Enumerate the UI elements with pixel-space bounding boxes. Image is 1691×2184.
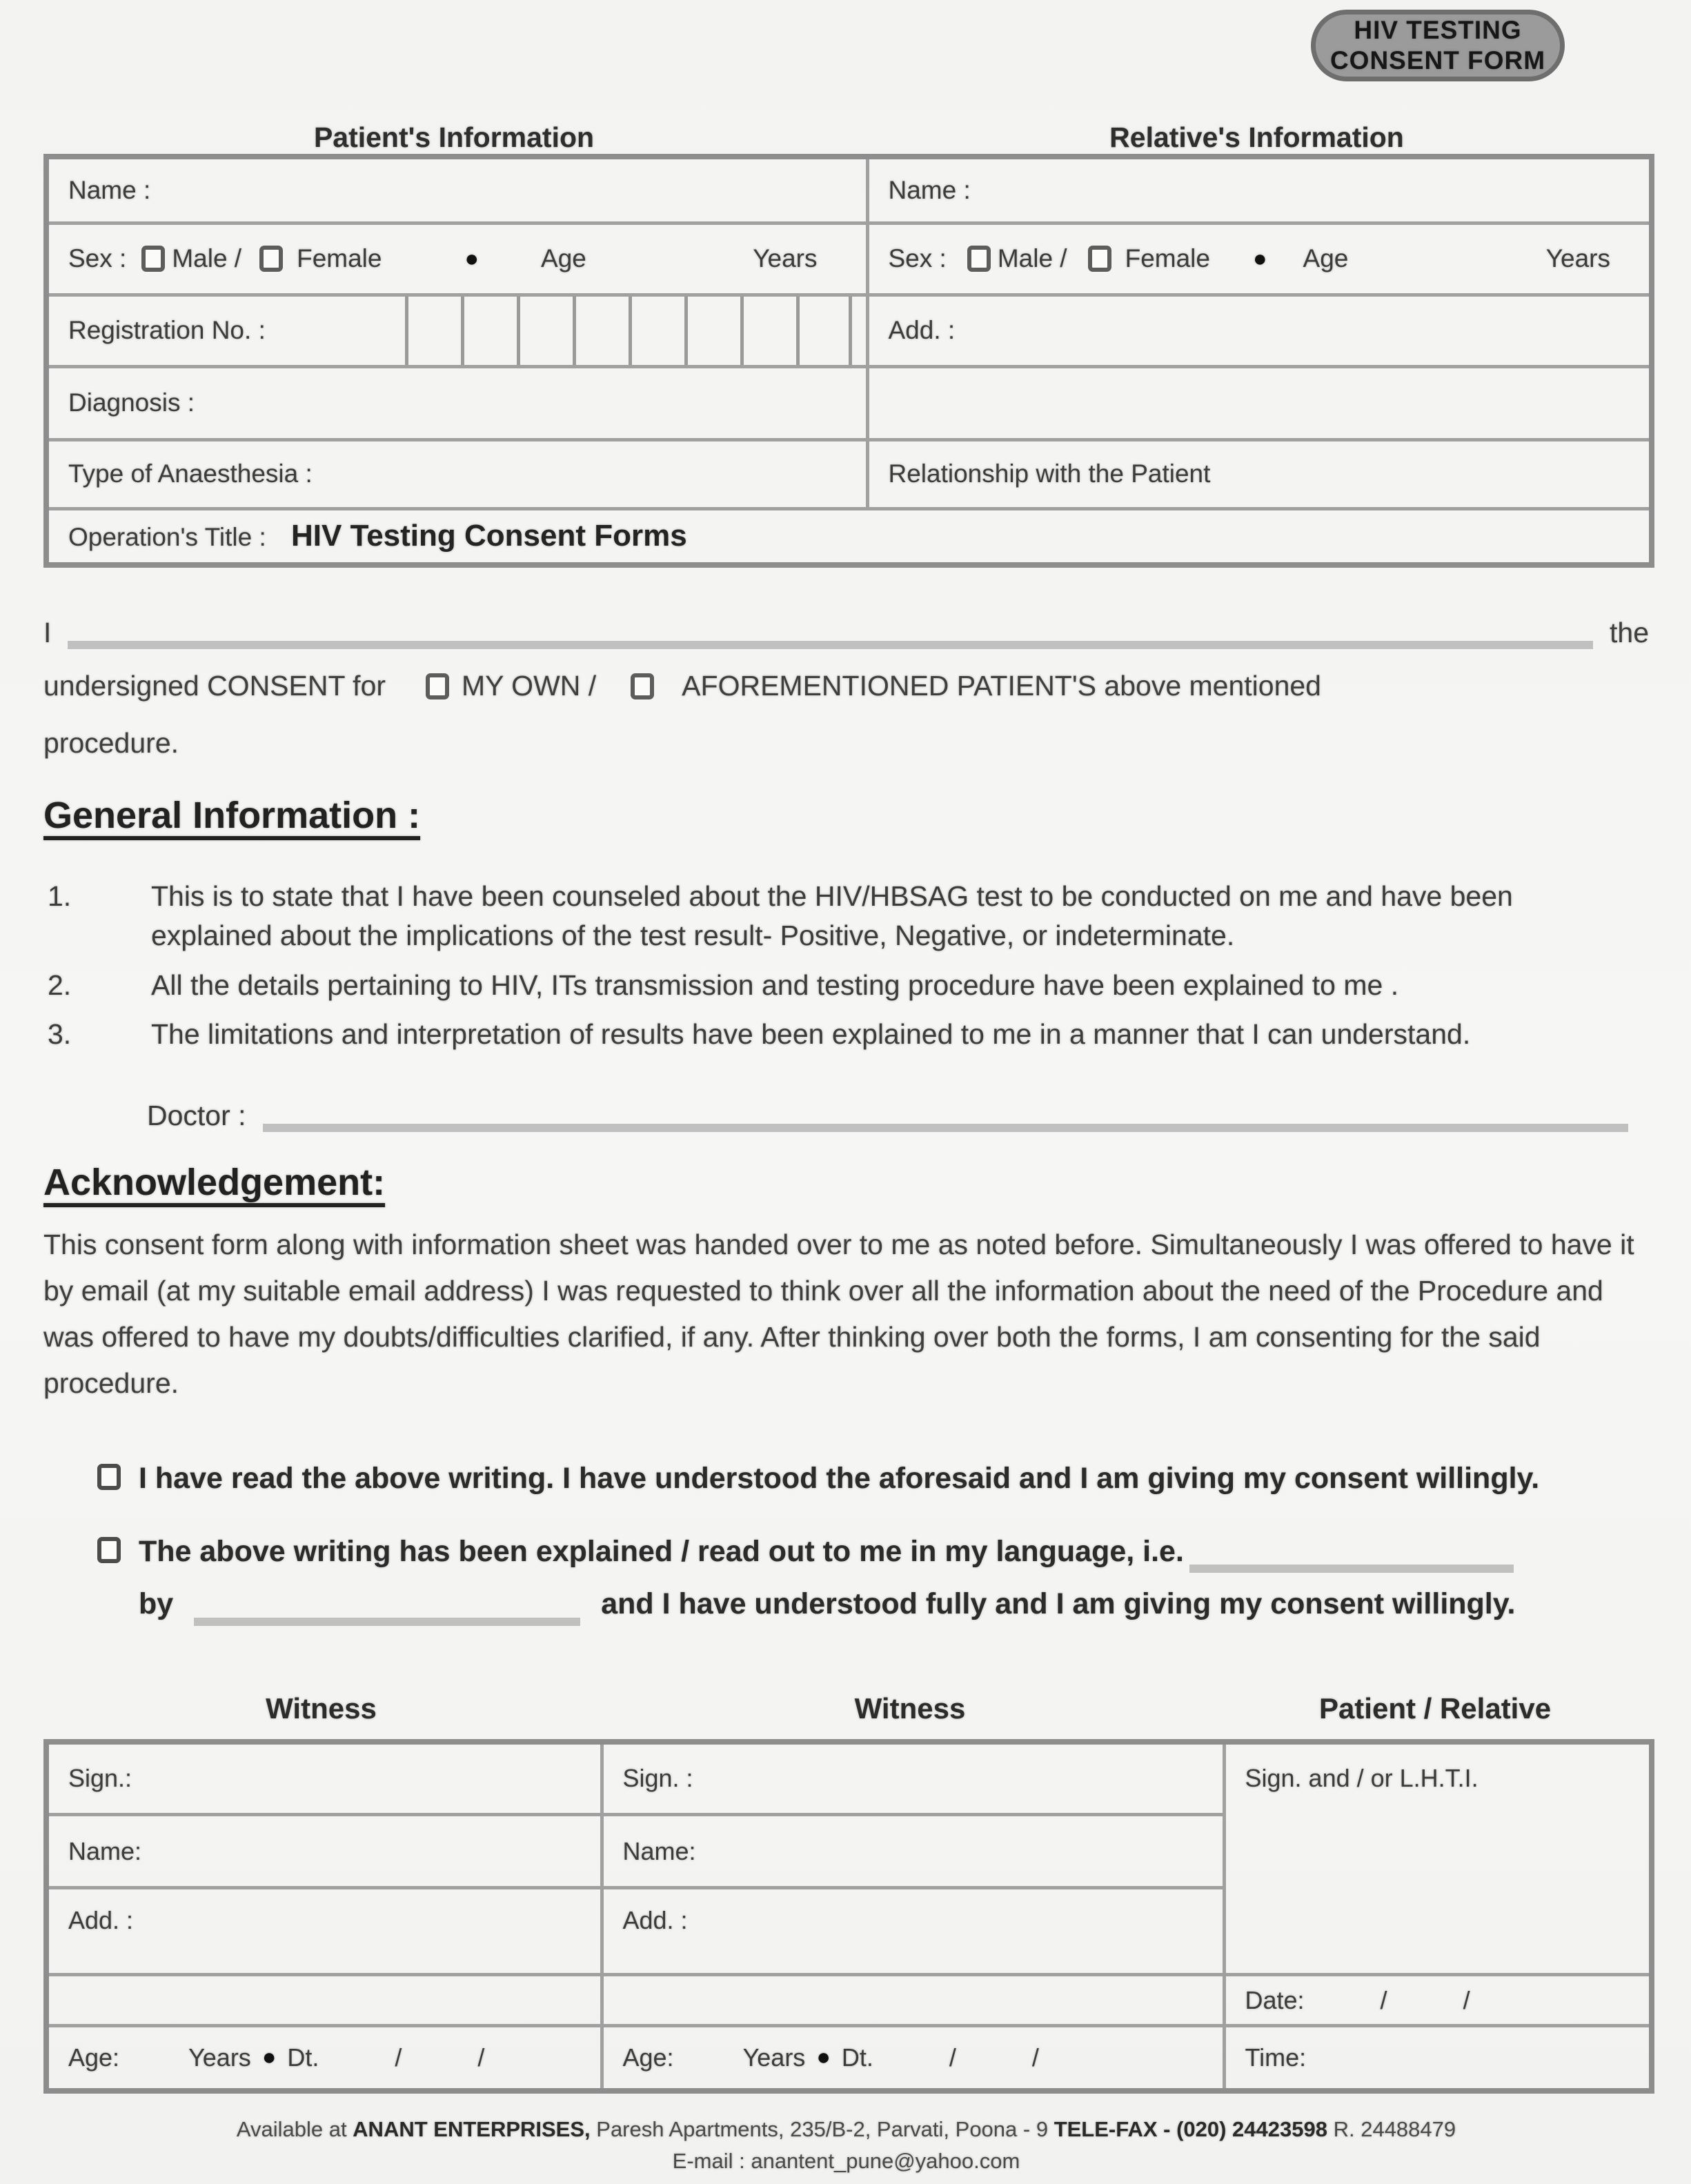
registration-number-cell (46, 295, 867, 366)
declaration-explained-checkbox[interactable] (97, 1537, 121, 1563)
patient-relative-header: Patient / Relative (1318, 1691, 1552, 1725)
consent-line3: procedure. (43, 727, 179, 759)
registration-digit-box[interactable] (740, 297, 796, 365)
date-slash: / (1380, 1985, 1387, 2014)
footer-email: E-mail : anantent_pune@yahoo.com (672, 2148, 1020, 2173)
witness1-name-cell[interactable] (46, 1815, 602, 1888)
declaration-read-myself (97, 1457, 1649, 1500)
list-item-number: 2. (48, 969, 72, 1001)
relative-name-label: Name : (888, 175, 971, 204)
date-label: Date: (1245, 1985, 1305, 2014)
footer-phone-extra: R. 24488479 (1327, 2116, 1456, 2141)
witness2-name-cell[interactable] (602, 1815, 1224, 1888)
relative-address-cell[interactable] (867, 295, 1652, 366)
patient-years-label: Years (753, 244, 818, 272)
footer-available-at: Available at (236, 2116, 353, 2141)
operation-title-cell[interactable] (46, 508, 1652, 565)
registration-digit-box[interactable] (573, 297, 629, 365)
footer-company: ANANT ENTERPRISES, (353, 2116, 591, 2141)
age-label: Age: (68, 2043, 120, 2072)
diagnosis-label: Diagnosis : (68, 388, 195, 417)
general-information-heading: General Information : (43, 795, 421, 836)
witness1-sign-cell[interactable] (46, 1742, 602, 1815)
registration-digit-boxes (405, 297, 852, 365)
separator-bullet: ● (816, 2044, 831, 2071)
language-blank[interactable] (1189, 1533, 1514, 1573)
anaesthesia-cell[interactable] (46, 439, 867, 508)
dt-slash: / (395, 2043, 402, 2072)
aforementioned-label: AFOREMENTIONED PATIENT'S above mentioned (682, 670, 1321, 702)
patient-male-checkbox[interactable] (141, 246, 165, 272)
declaration-explained-pre: The above writing has been explained / read out to me in my language, i.e. (139, 1534, 1184, 1568)
patient-male-label: Male / (172, 244, 242, 272)
registration-label: Registration No. : (68, 316, 266, 344)
name-label: Name: (68, 1836, 142, 1865)
witness1-header: Witness (266, 1691, 377, 1725)
patient-info-header: Patient's Information (313, 121, 595, 153)
operation-title-value: HIV Testing Consent Forms (291, 519, 687, 553)
relative-female-label: Female (1125, 244, 1210, 272)
patient-sex-label: Sex : (68, 244, 127, 272)
doctor-label: Doctor : (147, 1099, 246, 1131)
registration-digit-box[interactable] (461, 297, 517, 365)
name-label: Name: (622, 1836, 696, 1865)
separator-bullet: ● (261, 2044, 277, 2071)
witness1-address-cell[interactable] (46, 1888, 602, 1975)
declaration-explained-post: and I have understood fully and I am giving my consent willingly. (601, 1587, 1516, 1621)
dt-label: Dt. (841, 2043, 873, 2072)
relative-years-label: Years (1545, 244, 1610, 272)
date-cell[interactable] (1224, 1975, 1652, 2026)
doctor-name-blank[interactable] (263, 1093, 1628, 1132)
witness2-sign-cell[interactable] (602, 1742, 1224, 1815)
relative-name-cell[interactable] (867, 157, 1652, 223)
relative-male-label: Male / (997, 244, 1067, 272)
my-own-checkbox[interactable] (426, 673, 449, 699)
date-slash: / (1463, 1985, 1470, 2014)
address-label: Add. : (68, 1906, 134, 1935)
patient-name-cell[interactable] (46, 157, 867, 223)
separator-bullet: ● (464, 245, 479, 272)
sign-label: Sign.: (68, 1764, 132, 1793)
consent-line2-pre: undersigned CONSENT for (43, 670, 386, 702)
consent-name-blank[interactable] (68, 610, 1593, 649)
aforementioned-checkbox[interactable] (631, 673, 654, 699)
patient-relative-table (43, 154, 1654, 568)
dt-slash: / (477, 2043, 485, 2072)
operation-title-label: Operation's Title : (68, 523, 266, 552)
sign-label: Sign. : (622, 1764, 693, 1793)
signature-table (43, 1739, 1654, 2094)
list-item (43, 966, 1649, 1005)
patient-sign-lhti-cell[interactable] (1224, 1742, 1652, 1975)
dt-slash: / (1031, 2043, 1039, 2072)
years-label: Years (742, 2043, 806, 2072)
registration-digit-box[interactable] (796, 297, 852, 365)
acknowledgement-heading: Acknowledgement: (43, 1161, 386, 1203)
list-item-text: The limitations and interpretation of results have been explained to me in a manner that I can understand. (151, 1018, 1471, 1051)
relative-sex-age-cell (867, 223, 1652, 295)
footer-line1 (43, 2117, 1649, 2142)
list-item-text: All the details pertaining to HIV, ITs transmission and testing procedure have been explained to me . (151, 969, 1399, 1001)
witness2-age-date-cell[interactable] (602, 2026, 1224, 2091)
witness2-header: Witness (854, 1691, 966, 1725)
dt-slash: / (949, 2043, 956, 2072)
list-item-number: 3. (48, 1018, 72, 1051)
registration-digit-box[interactable] (405, 297, 461, 365)
consent-pre: I (43, 617, 52, 648)
consent-statement (43, 610, 1649, 760)
my-own-label: MY OWN / (462, 670, 597, 702)
relative-female-checkbox[interactable] (1088, 246, 1111, 272)
relative-age-label: Age (1303, 244, 1349, 272)
witness1-age-date-cell[interactable] (46, 2026, 602, 2091)
patient-sex-age-cell (46, 223, 867, 295)
list-item (43, 877, 1649, 956)
patient-age-label: Age (541, 244, 586, 272)
patient-name-label: Name : (68, 175, 151, 204)
form-content (43, 0, 1649, 2174)
age-label: Age: (622, 2043, 674, 2072)
years-label: Years (188, 2043, 251, 2072)
consent-post: the (1610, 617, 1649, 648)
address-label: Add. : (622, 1906, 688, 1935)
diagnosis-cell[interactable] (46, 366, 867, 439)
patient-female-checkbox[interactable] (259, 246, 283, 272)
witness1-empty-cell[interactable] (46, 1975, 602, 2026)
footer (43, 2117, 1649, 2174)
badge-line2: CONSENT FORM (1329, 46, 1546, 75)
info-table-headers (43, 121, 1649, 154)
witness2-address-cell[interactable] (602, 1888, 1224, 1975)
relative-sex-label: Sex : (888, 244, 947, 272)
list-item-text: This is to state that I have been counseled about the HIV/HBSAG test to be conducted on me and have been explained about the implications of the test result- Positive, Negative, or indeterminate. (151, 880, 1513, 952)
declaration-read-checkbox[interactable] (97, 1464, 121, 1490)
registration-digit-box[interactable] (517, 297, 573, 365)
relative-address-label: Add. : (888, 316, 956, 344)
sign-lhti-label: Sign. and / or L.H.T.I. (1245, 1763, 1479, 1792)
relationship-cell[interactable] (867, 439, 1652, 508)
footer-address: Paresh Apartments, 235/B-2, Parvati, Poona - 9 (590, 2116, 1054, 2141)
dt-label: Dt. (287, 2043, 319, 2072)
explained-by-blank[interactable] (194, 1586, 580, 1626)
general-information-list (43, 877, 1649, 1055)
relative-address-extra-cell[interactable] (867, 366, 1652, 439)
signature-table-headers (43, 1692, 1649, 1725)
acknowledgement-body: This consent form along with information sheet was handed over to me as noted before. Simultaneously I was offered to have it by email (at my suitable email address) I was requested to think over all the information about the need of the Procedure and was offered to have my doubts/difficulties clarified, if any. After thinking over both the forms, I am consenting for the said procedure. (43, 1228, 1634, 1400)
witness2-empty-cell[interactable] (602, 1975, 1224, 2026)
footer-telefax: TELE-FAX - (020) 24423598 (1054, 2116, 1327, 2141)
doctor-line (147, 1093, 1649, 1132)
declaration-read-text: I have read the above writing. I have understood the aforesaid and I am giving my consent willingly. (139, 1461, 1540, 1495)
time-label: Time: (1245, 2043, 1307, 2072)
declaration-by-label: by (139, 1587, 174, 1621)
badge-line1: HIV TESTING (1354, 16, 1522, 44)
registration-digit-box[interactable] (684, 297, 740, 365)
patient-female-label: Female (297, 244, 382, 272)
relative-info-header: Relative's Information (1109, 121, 1404, 153)
list-item (43, 1015, 1649, 1054)
separator-bullet: ● (1252, 245, 1267, 272)
declaration-explained (97, 1530, 1649, 1626)
time-cell[interactable] (1224, 2026, 1652, 2091)
relationship-label: Relationship with the Patient (888, 459, 1211, 488)
anaesthesia-label: Type of Anaesthesia : (68, 459, 313, 488)
registration-digit-box[interactable] (629, 297, 684, 365)
relative-male-checkbox[interactable] (967, 246, 991, 272)
list-item-number: 1. (48, 880, 72, 912)
